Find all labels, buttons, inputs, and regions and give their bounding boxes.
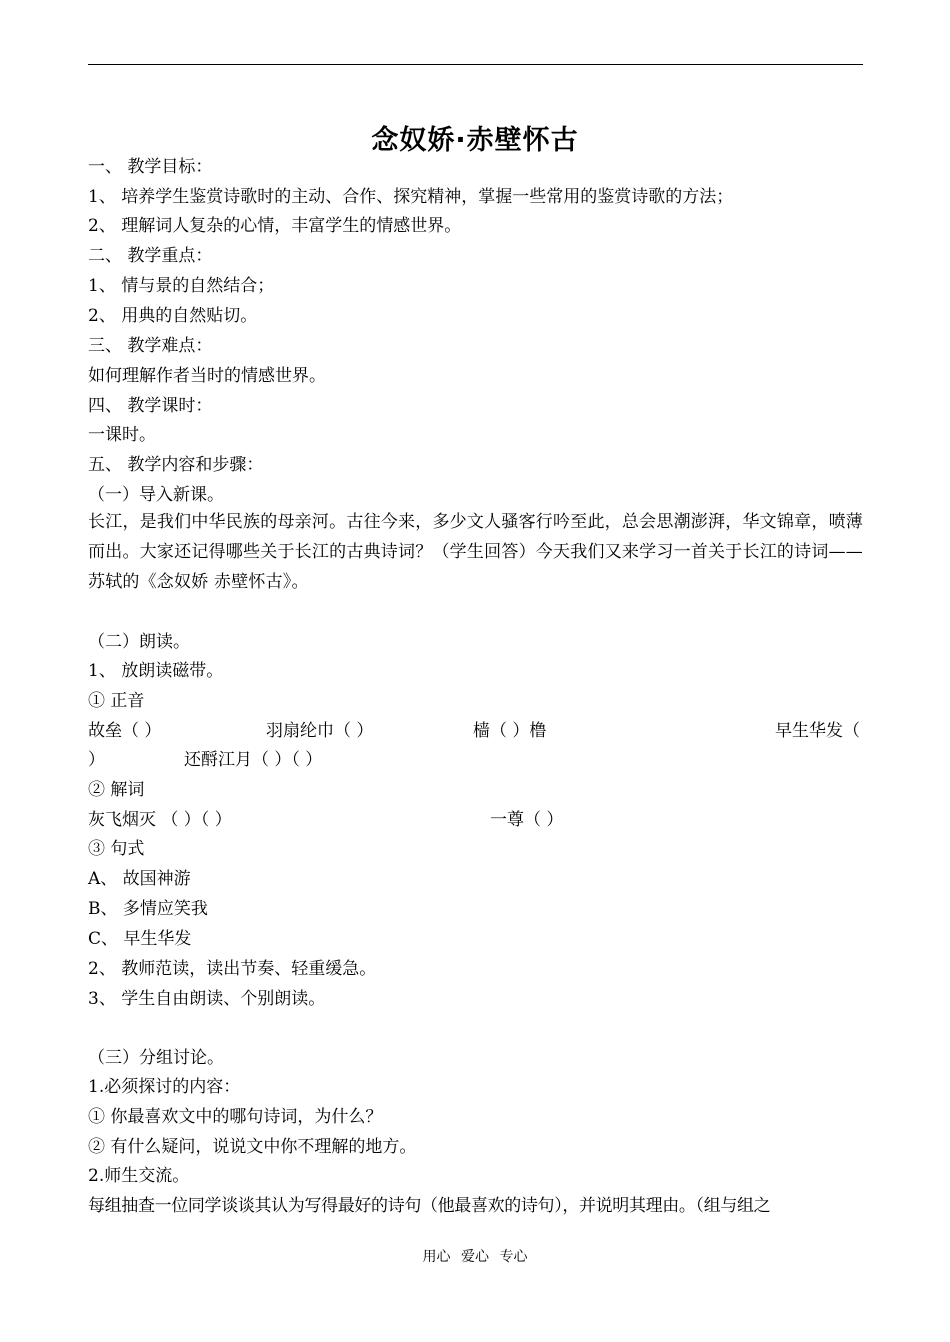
reading-item-1: 1、 放朗读磁带。 [88, 661, 224, 681]
pronunciation-blank-3: 樯（ ）橹 [473, 721, 547, 741]
discussion-item-1: 1.必须探讨的内容： [88, 1077, 241, 1097]
section-heading-difficulties: 三、 教学难点： [88, 336, 213, 356]
intro-paragraph: 长江，是我们中华民族的母亲河。古往今来，多少文人骚客行吟至此，总会思潮澎湃，华文锦章，喷薄而出。大家还记得哪些关于长江的古典诗词？（学生回答）今天我们又来学习一首关于长江的诗词——苏轼的《念奴娇 赤壁怀古》。 [88, 512, 863, 592]
section-heading-periods: 四、 教学课时： [88, 396, 213, 416]
vocabulary-blank-1: 灰飞烟灭 （ ）（ ） [88, 810, 232, 830]
objective-2: 2、 理解词人复杂的心情，丰富学生的情感世界。 [88, 216, 462, 236]
header-rule [88, 64, 863, 65]
objective-1: 1、 培养学生鉴赏诗歌时的主动、合作、探究精神，掌握一些常用的鉴赏诗歌的方法； [88, 187, 734, 207]
page-footer: 用心 爱心 专心 [422, 1249, 528, 1265]
reading-item-3: 3、 学生自由朗读、个别朗读。 [88, 989, 326, 1009]
discussion-text: 每组抽查一位同学谈谈其认为写得最好的诗句（他最喜欢的诗句），并说明其理由。（组与组之 [88, 1196, 771, 1216]
pronunciation-blank-4-end: ） [88, 750, 105, 770]
pronunciation-heading: ① 正音 [88, 691, 145, 711]
pronunciation-blank-1: 故垒（ ） [88, 721, 162, 741]
sentence-pattern-b: B、 多情应笑我 [88, 899, 208, 919]
page-title: 念奴娇·赤壁怀古 [371, 125, 579, 156]
vocabulary-blank-2: 一尊（ ） [490, 810, 564, 830]
key-point-1: 1、 情与景的自然结合； [88, 276, 275, 296]
sentence-pattern-a: A、 故国神游 [88, 869, 191, 889]
sentence-pattern-c: C、 早生华发 [88, 929, 192, 949]
discussion-item-2: 2.师生交流。 [88, 1166, 190, 1186]
step-3-heading: （三）分组讨论。 [88, 1048, 224, 1068]
section-heading-objectives: 一、 教学目标： [88, 157, 213, 177]
key-point-2: 2、 用典的自然贴切。 [88, 306, 258, 326]
discussion-question-2: ② 有什么疑问，说说文中你不理解的地方。 [88, 1137, 417, 1157]
sentence-pattern-heading: ③ 句式 [88, 839, 145, 859]
step-1-heading: （一）导入新课。 [88, 485, 224, 505]
periods-text: 一课时。 [88, 425, 156, 445]
vocabulary-heading: ② 解词 [88, 780, 145, 800]
pronunciation-blank-4: 早生华发（ [775, 721, 860, 741]
difficulty-text: 如何理解作者当时的情感世界。 [88, 366, 326, 386]
section-heading-content: 五、 教学内容和步骤： [88, 455, 264, 475]
step-2-heading: （二）朗读。 [88, 632, 190, 652]
section-heading-key-points: 二、 教学重点： [88, 246, 213, 266]
pronunciation-blank-5: 还酹江月（ ）（ ） [184, 750, 323, 770]
discussion-question-1: ① 你最喜欢文中的哪句诗词，为什么？ [88, 1107, 383, 1127]
pronunciation-blank-2: 羽扇纶巾（ ） [266, 721, 374, 741]
reading-item-2: 2、 教师范读，读出节奏、轻重缓急。 [88, 959, 377, 979]
